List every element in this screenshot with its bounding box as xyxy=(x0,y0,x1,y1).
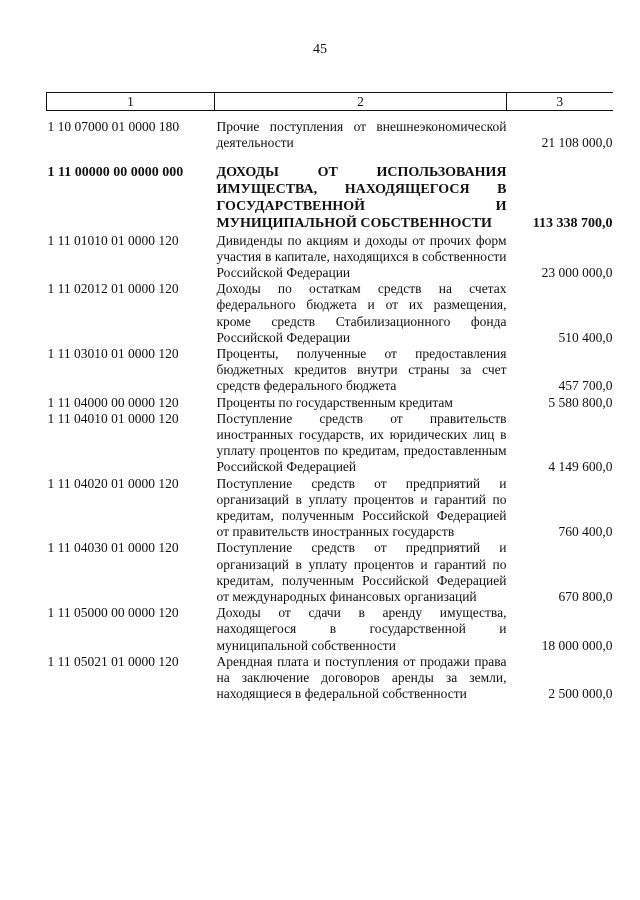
row-amount: 5 580 800,0 xyxy=(548,394,613,410)
page-number: 45 xyxy=(313,42,327,57)
row-description-text: Проценты, полученные от предоставления бюджетных кредитов внутри страны за счет средств федерального бюджета xyxy=(216,346,507,394)
row-description-text: ДОХОДЫ ОТ ИСПОЛЬЗОВАНИЯ ИМУЩЕСТВА, НАХОДЯЩЕГОСЯ В ГОСУДАРСТВЕННОЙ И МУНИЦИПАЛЬНОЙ СОБСТВЕННОСТИ xyxy=(216,165,507,231)
budget-code: 1 10 07000 01 0000 180 xyxy=(47,119,180,134)
table-row xyxy=(47,476,613,541)
row-description xyxy=(215,395,507,411)
row-amount: 4 149 600,0 xyxy=(548,459,613,475)
revenue-table xyxy=(46,92,613,702)
row-amount: 760 400,0 xyxy=(558,524,613,540)
table-row xyxy=(47,151,613,232)
column-header-description: 2 xyxy=(215,93,507,111)
table-row xyxy=(47,605,613,654)
table-header xyxy=(47,93,613,111)
budget-code: 1 11 05021 01 0000 120 xyxy=(47,653,179,669)
row-description-text: Поступление средств от предприятий и организаций в уплату процентов и гарантий по кредитам, полученным Российской Федерацией от правительств иностранных государств xyxy=(216,475,507,540)
row-amount: 457 700,0 xyxy=(558,378,613,394)
row-description-text: Арендная плата и поступления от продажи права на заключение договоров аренды за земли, находящиеся в федеральной собственности xyxy=(216,653,507,702)
table-row xyxy=(47,395,613,411)
row-description xyxy=(215,605,507,654)
row-amount: 2 500 000,0 xyxy=(548,686,613,702)
table-row xyxy=(47,411,613,476)
row-description xyxy=(215,281,507,346)
row-description-text: Доходы по остаткам средств на счетах федерального бюджета и от их размещения, кроме средств Стабилизационного фонда Российской Федерации xyxy=(216,281,507,345)
table-row xyxy=(47,233,613,282)
budget-code: 1 11 04010 01 0000 120 xyxy=(47,410,179,426)
budget-code: 1 11 04020 01 0000 120 xyxy=(47,475,179,491)
table-row xyxy=(47,540,613,605)
row-description-text: Доходы от сдачи в аренду имущества, находящегося в государственной и муниципальной собственности xyxy=(216,605,507,653)
row-description xyxy=(215,476,507,541)
budget-code: 1 11 03010 01 0000 120 xyxy=(47,346,179,362)
table-row xyxy=(47,111,613,152)
row-amount: 510 400,0 xyxy=(558,329,613,345)
table-row xyxy=(47,654,613,703)
table-row xyxy=(47,281,613,346)
row-description xyxy=(215,111,507,152)
budget-code: 1 11 00000 00 0000 000 xyxy=(47,165,184,181)
revenue-table-container xyxy=(46,92,612,702)
column-header-code: 1 xyxy=(47,93,215,111)
row-description-text: Проценты по государственным кредитам xyxy=(216,394,453,410)
row-description xyxy=(215,151,507,232)
row-description xyxy=(215,654,507,703)
budget-code: 1 11 05000 00 0000 120 xyxy=(47,605,179,621)
budget-code: 1 11 02012 01 0000 120 xyxy=(47,281,179,297)
budget-code: 1 11 04030 01 0000 120 xyxy=(47,540,179,556)
row-amount: 113 338 700,0 xyxy=(532,215,613,231)
row-description-text: Дивиденды по акциям и доходы от прочих форм участия в капитале, находящихся в собственности Российской Федерации xyxy=(216,232,507,280)
row-amount: 18 000 000,0 xyxy=(541,637,613,653)
row-description-text: Поступление средств от предприятий и организаций в уплату процентов и гарантий по кредитам, полученным Российской Федерацией от международных финансовых организаций xyxy=(216,540,507,605)
row-description-text: Прочие поступления от внешнеэкономической деятельности xyxy=(216,119,507,151)
row-amount: 23 000 000,0 xyxy=(541,265,613,280)
row-description-text: Поступление средств от правительств иностранных государств, их юридических лиц в уплату процентов по кредитам, предоставленным Российской Федерацией xyxy=(216,410,507,475)
table-row xyxy=(47,346,613,395)
budget-code: 1 11 04000 00 0000 120 xyxy=(47,394,179,410)
budget-code: 1 11 01010 01 0000 120 xyxy=(47,232,179,248)
column-header-amount: 3 xyxy=(507,93,613,111)
row-amount: 670 800,0 xyxy=(558,589,613,605)
row-description xyxy=(215,233,507,282)
row-description xyxy=(215,540,507,605)
row-description xyxy=(215,411,507,476)
row-description xyxy=(215,346,507,395)
row-amount: 21 108 000,0 xyxy=(541,135,613,151)
